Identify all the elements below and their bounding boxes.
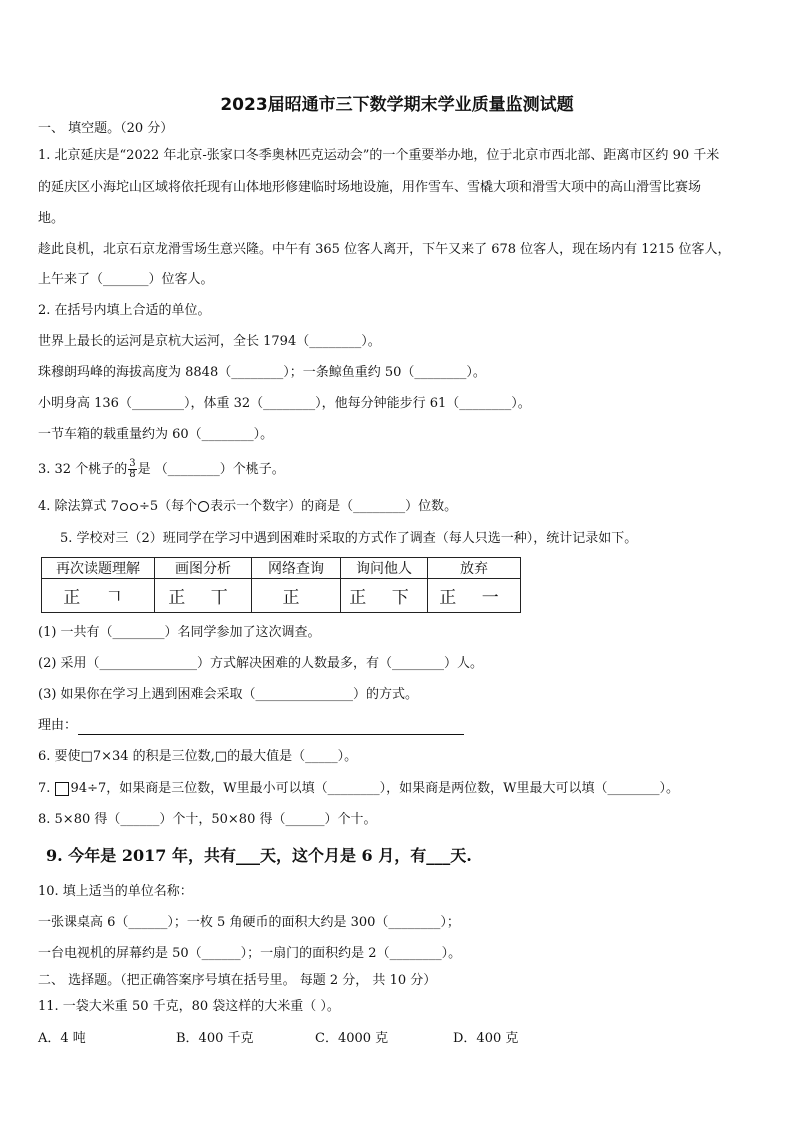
q11-stem: 11. 一袋大米重 50 千克，80 袋这样的大米重（ ）。 — [38, 999, 340, 1014]
fraction — [128, 459, 136, 480]
q9-line: 9. 今年是 2017 年，共有___天，这个月是 6 月，有___天. — [46, 846, 472, 865]
circle-digit-icon — [130, 503, 138, 511]
tally-header-cell: 画图分析 — [155, 558, 252, 579]
fraction-denominator: 8 — [129, 469, 136, 480]
section-1-heading: 一、 填空题。（20 分） — [38, 121, 174, 136]
q2-line-4: 一节车箱的载重量约为 60（________）。 — [38, 427, 274, 442]
q10-line-1: 一张课桌高 6（______）；一枚 5 角硬币的面积大约是 300（________）； — [38, 915, 460, 930]
q7-pre: 7. — [38, 781, 55, 796]
q1-line-4: 趁此良机，北京石京龙滑雪场生意兴隆。中午有 365 位客人离开，下午又来了 678 位客人，现在场内有 1215 位客人， — [38, 242, 731, 257]
q4-line — [38, 499, 457, 515]
tally-header-cell: 放弃 — [428, 558, 521, 579]
q11-option-c[interactable]: C．4000 克 — [315, 1031, 389, 1046]
q2-heading: 2. 在括号内填上合适的单位。 — [38, 303, 211, 318]
q11-option-b[interactable]: B．400 千克 — [176, 1031, 254, 1046]
reason-label: 理由： — [38, 718, 78, 733]
q2-line-1: 世界上最长的运河是京杭大运河，全长 1794（________）。 — [38, 334, 381, 349]
q4-pre: 4. 除法算式 7 — [38, 499, 119, 514]
q2-line-3: 小明身高 136（________），体重 32（________），他每分钟能步行 61（________）。 — [38, 396, 531, 411]
fraction-numerator: 3 — [129, 458, 136, 469]
tally-mark-cell: 正 — [252, 579, 341, 613]
tally-marks-row — [42, 579, 521, 613]
q5-heading: 5. 学校对三（2）班同学在学习中遇到困难时采取的方式作了调查（每人只选一种），统计记录如下。 — [60, 531, 638, 546]
q3-pre: 3. 32 个桃子的 — [38, 462, 128, 477]
q4-mid: ÷5（每个 — [138, 499, 198, 514]
circle-digit-icon — [120, 503, 128, 511]
q3-line — [38, 459, 285, 480]
q11-option-a[interactable]: A．4 吨 — [38, 1031, 86, 1046]
q1-line-1: 1. 北京延庆是“2022 年北京-张家口冬季奥林匹克运动会”的一个重要举办地，位于北京市西北部、距离市区约 90 千米 — [38, 148, 720, 163]
q2-line-2: 珠穆朗玛峰的海拔高度为 8848（________）；一条鲸鱼重约 50（________）。 — [38, 365, 486, 380]
page-title: 2023届昭通市三下数学期末学业质量监测试题 — [220, 95, 574, 115]
tally-table — [41, 557, 521, 613]
q4-post: 表示一个数字）的商是（________）位数。 — [210, 499, 458, 514]
tally-mark-cell: 正 一 — [428, 579, 521, 613]
tally-mark-cell: 正 丅 — [155, 579, 252, 613]
q7-line — [38, 781, 679, 797]
q5-sub-3: (3) 如果你在学习上遇到困难会采取（_______________）的方式。 — [38, 687, 419, 702]
reason-answer-line[interactable] — [78, 733, 464, 735]
q5-sub-1: (1) 一共有（________）名同学参加了这次调查。 — [38, 625, 321, 640]
q6-line: 6. 要使□7×34 的积是三位数,□的最大值是（_____）。 — [38, 749, 358, 764]
q1-line-2: 的延庆区小海坨山区域将依托现有山体地形修建临时场地设施，用作雪车、雪橇大项和滑雪大项中的高山滑雪比赛场 — [38, 180, 702, 195]
circle-digit-icon — [198, 501, 209, 512]
q1-line-3: 地。 — [38, 211, 65, 226]
q8-line: 8. 5×80 得（______）个十，50×80 得（______）个十。 — [38, 812, 377, 827]
q11-option-d[interactable]: D．400 克 — [453, 1031, 519, 1046]
q3-post: 是 （________）个桃子。 — [137, 462, 285, 477]
q10-line-2: 一台电视机的屏幕约是 50（______）；一扇门的面积约是 2（________）。 — [38, 946, 462, 961]
q7-post: 94÷7，如果商是三位数，W里最小可以填（________），如果商是两位数，W里最大可以填（________）。 — [70, 781, 679, 796]
tally-header-row — [42, 558, 521, 579]
blank-box-icon — [55, 782, 69, 796]
tally-mark-cell: 正 𠃍 — [42, 579, 155, 613]
tally-header-cell: 网络查询 — [252, 558, 341, 579]
tally-header-cell: 再次读题理解 — [42, 558, 155, 579]
tally-header-cell: 询问他人 — [341, 558, 428, 579]
q10-heading: 10. 填上适当的单位名称： — [38, 884, 193, 899]
q5-sub-2: (2) 采用（_______________）方式解决困难的人数最多，有（________）人。 — [38, 656, 484, 671]
section-2-heading: 二、 选择题。（把正确答案序号填在括号里。 每题 2 分， 共 10 分） — [38, 973, 437, 988]
tally-mark-cell: 正 下 — [341, 579, 428, 613]
q1-line-5: 上午来了（_______）位客人。 — [38, 272, 214, 287]
